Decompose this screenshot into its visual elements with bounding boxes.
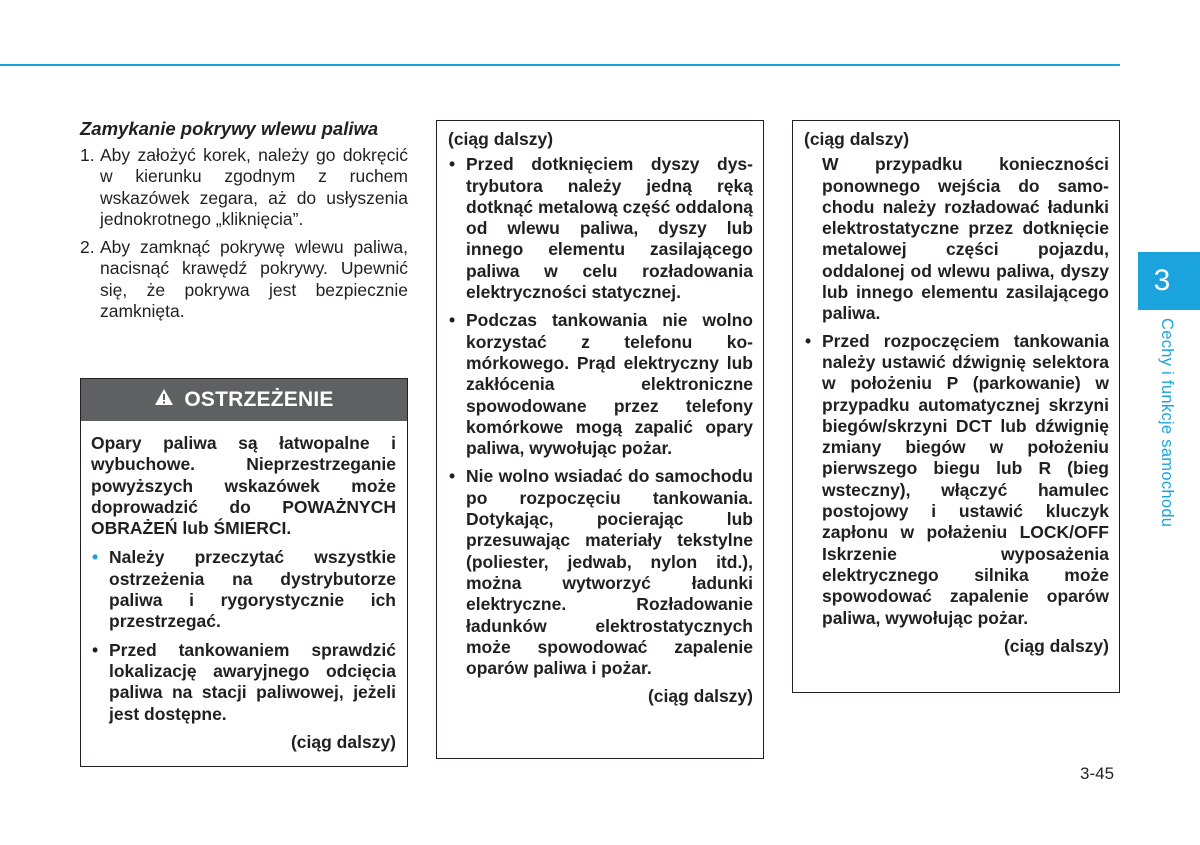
bullet-text: Należy przeczytać wszystkie ostrzeżenia na dystrybutorze paliwa i rygorystycznie ich przestrzegać. bbox=[109, 547, 396, 632]
box3-bullets bbox=[804, 331, 1109, 629]
warning-body bbox=[81, 421, 407, 753]
continued-top-label: (ciąg dalszy) bbox=[804, 129, 910, 149]
page-number: 3-45 bbox=[1080, 764, 1115, 783]
box3-paragraph: W przypadku konieczności ponownego wejścia do samochodu należy rozładować ładunki elektrostatyczne przez dotknięcie metalowej części pojazdu, oddalonej od wlewu paliwa, dyszy lub innego elementu zasilającego paliwa. bbox=[822, 154, 1109, 324]
bullet-text: Przed tankowaniem sprawdzić lokalizację awaryjnego odcięcia paliwa na stacji paliwowej, jeżeli jest dostępne. bbox=[109, 639, 396, 724]
warning-triangle-icon bbox=[154, 388, 174, 412]
section-closing-fuel-door bbox=[80, 118, 408, 329]
box2-bullets bbox=[448, 154, 753, 679]
steps-list bbox=[80, 145, 408, 322]
warning-continued-box-2 bbox=[436, 120, 764, 759]
warning-bullets bbox=[91, 547, 396, 724]
step-text: Aby zamknąć pokrywę wlewu paliwa, nacisnąć krawędź pokrywy. Upewnić się, że pokrywa jest bezpiecznie zamknięta. bbox=[100, 237, 408, 322]
list-item bbox=[91, 547, 396, 632]
step-item bbox=[80, 237, 408, 322]
bullet-icon: • bbox=[449, 466, 456, 487]
list-item bbox=[91, 640, 396, 725]
warning-intro: Opary paliwa są łatwopalne i wybuchowe. Nieprzestrzeganie powyższych wskazówek może doprowadzić do POWAŻNYCH OBRAŻEŃ lub ŚMIERCI. bbox=[91, 433, 396, 539]
warning-continued-box-3 bbox=[792, 120, 1120, 693]
continued-label: (ciąg dalszy) bbox=[290, 731, 396, 752]
warning-title: OSTRZEŻENIE bbox=[184, 388, 334, 411]
list-item bbox=[448, 310, 753, 459]
header-rule bbox=[0, 64, 1120, 66]
bullet-icon: • bbox=[449, 310, 456, 331]
bullet-text: Nie wolno wsiadać do samochodu po rozpoczęciu tankowania. Dotykając, pocierając lub przesuwając materiały tekstylne (poliester, jedwab, nylon itd.), można wytworzyć ładunki elektryczne. Rozładowanie ładunków elektrostatycznych może spowodować zapalenie oparów paliwa i pożar. bbox=[466, 466, 753, 679]
section-title: Zamykanie pokrywy wlewu paliwa bbox=[80, 118, 379, 139]
step-item bbox=[80, 145, 408, 230]
list-item bbox=[804, 331, 1109, 629]
list-item bbox=[448, 466, 753, 679]
bullet-text: Przed dotknięciem dyszy dystrybutora należy jedną ręką dotknąć metalową część oddaloną od wlewu paliwa, dyszy lub innego elementu zasilającego paliwa w celu rozładowania elektryczności statycznej. bbox=[466, 154, 753, 303]
list-item bbox=[448, 154, 753, 303]
continued-label: (ciąg dalszy) bbox=[1003, 635, 1109, 656]
bullet-icon: • bbox=[92, 547, 99, 568]
step-text: Aby założyć korek, należy go dokręcić w kierunku zgodnym z ruchem wskazówek zegara, aż do usłyszenia jednokrotnego „kliknięcia”. bbox=[100, 145, 408, 229]
bullet-icon: • bbox=[805, 330, 812, 351]
continued-top-label: (ciąg dalszy) bbox=[448, 129, 554, 149]
warning-box bbox=[80, 378, 408, 767]
chapter-title: Cechy i funkcje samochodu bbox=[1158, 318, 1176, 528]
step-number: 1. bbox=[80, 145, 95, 165]
continued-label: (ciąg dalszy) bbox=[647, 686, 753, 707]
chapter-tab: 3 bbox=[1138, 252, 1200, 310]
warning-header bbox=[81, 379, 407, 421]
bullet-text: Przed rozpoczęciem tankowania należy ustawić dźwignię selektora w położeniu P (parkowanie) w przypadku automatycznej skrzyni biegów/skrzyni DCT lub dźwignię zmiany biegów w położeniu pierwszego biegu lub R (bieg wsteczny), włączyć hamulec postojowy i ustawić kluczyk zapłonu w połażeniu LOCK/OFF Iskrzenie wyposażenia elektrycznego silnika może spowodować zapalenie oparów paliwa, wywołując pożar. bbox=[822, 330, 1109, 628]
bullet-icon: • bbox=[449, 154, 456, 175]
step-number: 2. bbox=[80, 237, 95, 258]
bullet-icon: • bbox=[92, 639, 99, 660]
bullet-text: Podczas tankowania nie wolno korzystać z telefonu komórkowego. Prąd elektryczny lub zakłócenia elektroniczne spowodowane przez telefony komórkowe mogą zapalić opary paliwa, wywołując pożar. bbox=[466, 310, 753, 459]
